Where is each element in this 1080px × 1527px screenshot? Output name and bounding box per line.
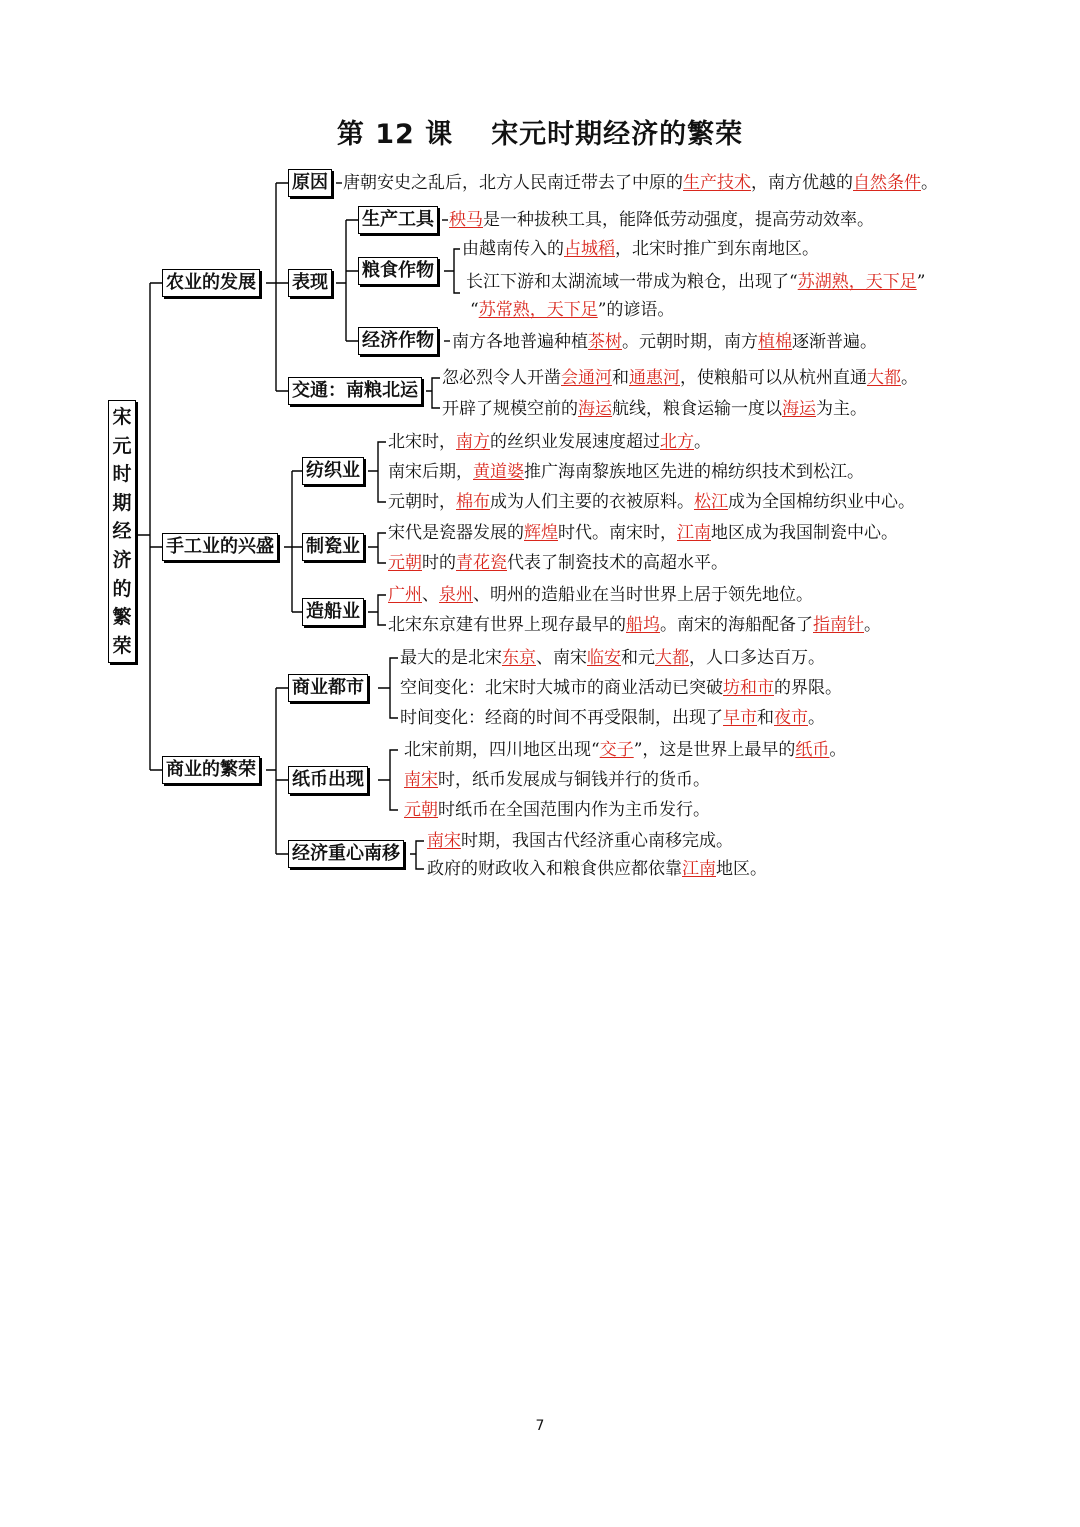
text-segment: 时，纸币发展成与铜钱并行的货币。 bbox=[438, 770, 710, 790]
text-city-1 bbox=[400, 646, 825, 670]
text-segment: 长江下游和太湖流域一带成为粮仓，出现了“ bbox=[466, 272, 798, 292]
text-segment: 。南宋的海船配备了 bbox=[660, 615, 813, 635]
key-term: 茶树 bbox=[588, 332, 622, 352]
text-segment: 时间变化：经商的时间不再受限制，出现了 bbox=[400, 708, 723, 728]
node-cities: 商业都市 bbox=[288, 674, 368, 702]
text-segment: 地区。 bbox=[716, 859, 767, 879]
key-term: 纸币 bbox=[795, 740, 830, 760]
text-textile-3 bbox=[388, 490, 915, 514]
node-cash-crops: 经济作物 bbox=[358, 327, 438, 355]
node-performance: 表现 bbox=[288, 269, 332, 297]
text-segment: 、南宋 bbox=[536, 648, 587, 668]
key-term: 大都 bbox=[655, 648, 689, 668]
text-paper-3 bbox=[404, 798, 710, 822]
text-segment: 和 bbox=[757, 708, 774, 728]
text-segment: 开辟了规模空前的 bbox=[442, 399, 578, 419]
text-segment: 、 bbox=[422, 585, 439, 605]
text-segment: 的界限。 bbox=[774, 678, 842, 698]
key-term: 指南针 bbox=[813, 615, 864, 635]
text-segment: 北宋前期，四川地区出现“ bbox=[404, 740, 600, 760]
text-segment: 北宋东京建有世界上现存最早的 bbox=[388, 615, 626, 635]
key-term: 海运 bbox=[578, 399, 612, 419]
text-paper-2 bbox=[404, 768, 710, 792]
text-segment: 地区成为我国制瓷中心。 bbox=[711, 523, 898, 543]
text-grain-2 bbox=[466, 270, 925, 294]
root-char: 元 bbox=[112, 434, 132, 457]
text-segment: 时的 bbox=[422, 553, 456, 573]
node-porcelain: 制瓷业 bbox=[302, 533, 364, 561]
key-term: 苏湖熟，天下足 bbox=[797, 272, 917, 292]
key-term: 青花瓷 bbox=[456, 553, 507, 573]
key-term: 元朝 bbox=[388, 553, 422, 573]
text-segment: 代表了制瓷技术的高超水平。 bbox=[507, 553, 728, 573]
key-term: 江南 bbox=[677, 523, 711, 543]
text-porcelain-1 bbox=[388, 521, 898, 545]
text-segment: ，北宋时推广到东南地区。 bbox=[615, 239, 819, 259]
text-center-1 bbox=[427, 829, 733, 853]
text-grain-3 bbox=[470, 298, 674, 322]
text-city-2 bbox=[400, 676, 842, 700]
root-char: 荣 bbox=[112, 634, 132, 657]
text-city-3 bbox=[400, 706, 825, 730]
root-char: 宋 bbox=[112, 406, 132, 428]
text-transport-1 bbox=[442, 366, 918, 390]
text-segment: “ bbox=[470, 300, 479, 320]
key-term: 临安 bbox=[587, 648, 621, 668]
node-shipbuilding: 造船业 bbox=[302, 598, 364, 626]
text-segment: ”，这是世界上最早的 bbox=[633, 740, 796, 760]
text-segment: 、明州的造船业在当时世界上居于领先地位。 bbox=[473, 585, 813, 605]
branch-agriculture: 农业的发展 bbox=[162, 269, 260, 297]
node-transport: 交通：南粮北运 bbox=[288, 377, 422, 405]
key-term: 船坞 bbox=[626, 615, 660, 635]
node-paper-money: 纸币出现 bbox=[288, 766, 368, 794]
key-term: 松江 bbox=[694, 492, 728, 512]
key-term: 元朝 bbox=[404, 800, 438, 820]
key-term: 北方 bbox=[660, 432, 694, 452]
key-term: 江南 bbox=[682, 859, 716, 879]
root-char: 的 bbox=[112, 577, 132, 600]
key-term: 生产技术 bbox=[683, 173, 751, 193]
text-segment: 空间变化：北宋时大城市的商业活动已突破 bbox=[400, 678, 723, 698]
text-segment: 成为人们主要的衣被原料。 bbox=[490, 492, 694, 512]
key-term: 海运 bbox=[782, 399, 816, 419]
text-segment: 南宋后期， bbox=[388, 462, 473, 482]
key-term: 辉煌 bbox=[524, 523, 558, 543]
key-term: 大都 bbox=[867, 368, 901, 388]
text-segment: ” bbox=[916, 272, 926, 292]
text-segment: 元朝时， bbox=[388, 492, 456, 512]
text-segment: ，南方优越的 bbox=[751, 173, 853, 193]
text-segment: 最大的是北宋 bbox=[400, 648, 502, 668]
key-term: 植棉 bbox=[758, 332, 792, 352]
key-term: 秧马 bbox=[449, 210, 483, 230]
branch-handicraft: 手工业的兴盛 bbox=[162, 533, 278, 561]
node-grain: 粮食作物 bbox=[358, 257, 438, 285]
key-term: 交子 bbox=[599, 740, 634, 760]
node-economic-center: 经济重心南移 bbox=[288, 840, 404, 868]
key-term: 泉州 bbox=[439, 585, 473, 605]
text-segment: 时纸币在全国范围内作为主币发行。 bbox=[438, 800, 710, 820]
text-ship-2 bbox=[388, 613, 881, 637]
text-segment: 逐渐普遍。 bbox=[792, 332, 877, 352]
key-term: 南方 bbox=[456, 432, 490, 452]
branch-commerce: 商业的繁荣 bbox=[162, 756, 260, 784]
key-term: 苏常熟，天下足 bbox=[478, 300, 598, 320]
text-segment: 。 bbox=[901, 368, 918, 388]
node-cause: 原因 bbox=[288, 169, 332, 197]
key-term: 东京 bbox=[502, 648, 536, 668]
root-char: 期 bbox=[112, 491, 132, 514]
text-segment: 。 bbox=[864, 615, 881, 635]
key-term: 黄道婆 bbox=[473, 462, 524, 482]
key-term: 早市 bbox=[723, 708, 757, 728]
text-segment: 由越南传入的 bbox=[462, 239, 564, 259]
text-segment: 成为全国棉纺织业中心。 bbox=[728, 492, 915, 512]
text-segment: 和 bbox=[612, 368, 629, 388]
text-segment: 航线，粮食运输一度以 bbox=[612, 399, 782, 419]
text-segment: 推广海南黎族地区先进的棉纺织技术到松江。 bbox=[524, 462, 864, 482]
text-segment: 时期，我国古代经济重心南移完成。 bbox=[461, 831, 733, 851]
key-term: 南宋 bbox=[427, 831, 461, 851]
text-cash-crops bbox=[452, 330, 877, 354]
text-segment: 的丝织业发展速度超过 bbox=[490, 432, 660, 452]
key-term: 通惠河 bbox=[629, 368, 680, 388]
text-segment: 。 bbox=[921, 173, 938, 193]
key-term: 棉布 bbox=[456, 492, 490, 512]
key-term: 占城稻 bbox=[564, 239, 615, 259]
key-term: 会通河 bbox=[561, 368, 612, 388]
text-grain-1 bbox=[462, 237, 819, 261]
key-term: 自然条件 bbox=[853, 173, 921, 193]
text-segment: 唐朝安史之乱后，北方人民南迁带去了中原的 bbox=[343, 173, 683, 193]
text-segment: 是一种拔秧工具，能降低劳动强度，提高劳动效率。 bbox=[483, 210, 874, 230]
text-segment: 。 bbox=[694, 432, 711, 452]
root-char: 济 bbox=[112, 548, 132, 571]
root-char: 繁 bbox=[112, 606, 132, 629]
text-tools bbox=[449, 208, 874, 232]
text-segment: 忽必烈令人开凿 bbox=[442, 368, 561, 388]
page-number: 7 bbox=[535, 1418, 545, 1434]
text-segment: 。元朝时期，南方 bbox=[622, 332, 758, 352]
text-segment: 北宋时， bbox=[388, 432, 456, 452]
text-segment: 和元 bbox=[621, 648, 655, 668]
text-segment: 。 bbox=[808, 708, 825, 728]
root-topic-box bbox=[108, 400, 136, 663]
root-char: 时 bbox=[112, 463, 132, 486]
key-term: 南宋 bbox=[404, 770, 438, 790]
key-term: 广州 bbox=[388, 585, 422, 605]
root-char: 经 bbox=[112, 520, 132, 543]
page-title: 第 12 课 宋元时期经济的繁荣 bbox=[336, 119, 744, 150]
key-term: 坊和市 bbox=[723, 678, 774, 698]
node-textile: 纺织业 bbox=[302, 457, 364, 485]
text-center-2 bbox=[427, 857, 767, 881]
text-ship-1 bbox=[388, 583, 813, 607]
text-segment: 为主。 bbox=[816, 399, 867, 419]
text-segment: 宋代是瓷器发展的 bbox=[388, 523, 524, 543]
text-paper-1 bbox=[404, 738, 846, 762]
text-textile-2 bbox=[388, 460, 864, 484]
text-transport-2 bbox=[442, 397, 867, 421]
key-term: 夜市 bbox=[774, 708, 808, 728]
text-segment: 。 bbox=[829, 740, 847, 760]
text-segment: ，人口多达百万。 bbox=[689, 648, 825, 668]
text-segment: 政府的财政收入和粮食供应都依靠 bbox=[427, 859, 682, 879]
text-segment: ，使粮船可以从杭州直通 bbox=[680, 368, 867, 388]
text-segment: 时代。南宋时， bbox=[558, 523, 677, 543]
text-segment: 南方各地普遍种植 bbox=[452, 332, 588, 352]
text-segment: ”的谚语。 bbox=[597, 300, 675, 320]
text-porcelain-2 bbox=[388, 551, 728, 575]
text-cause bbox=[343, 171, 938, 195]
text-textile-1 bbox=[388, 430, 711, 454]
node-tools: 生产工具 bbox=[358, 206, 438, 234]
